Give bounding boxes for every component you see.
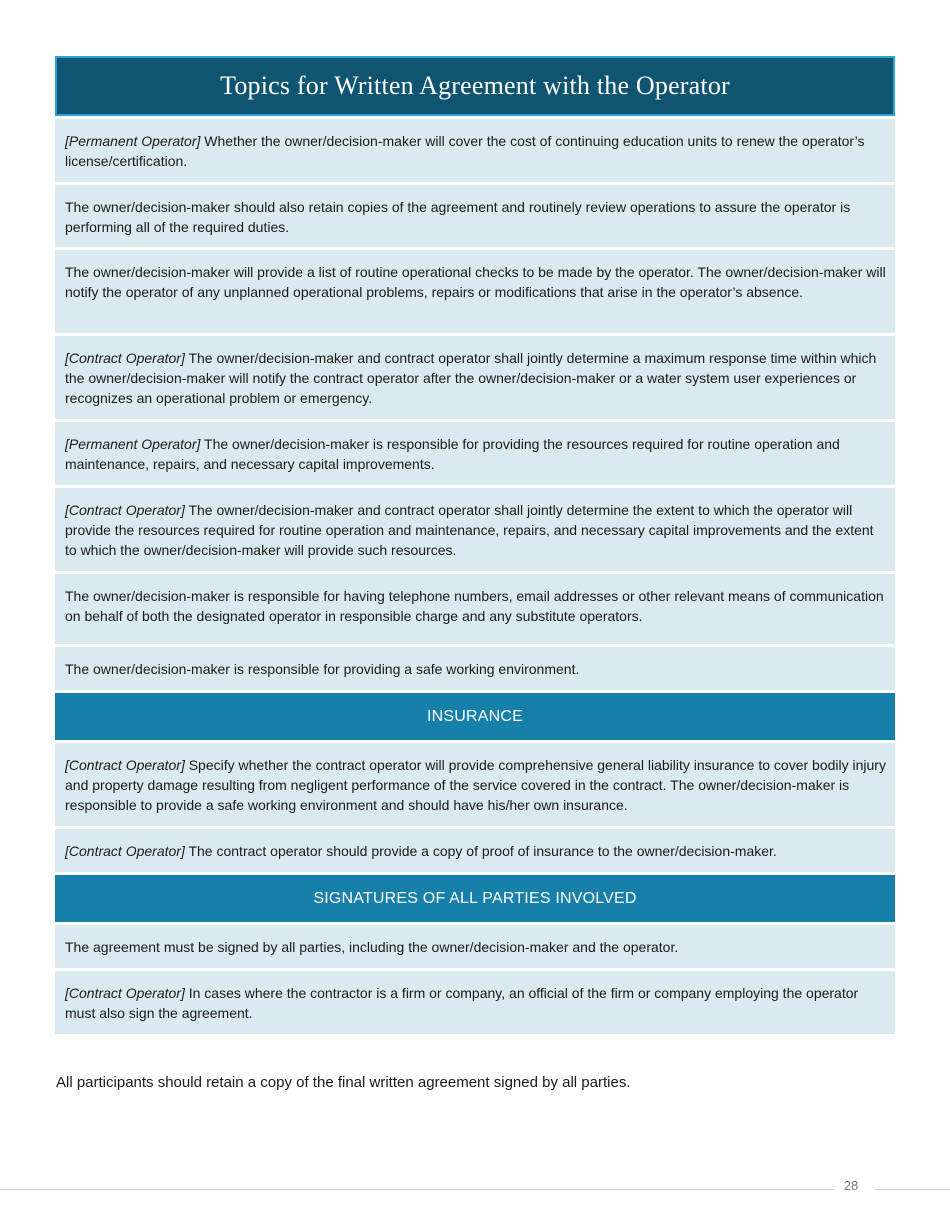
table-row [55,925,895,968]
row-text: The owner/decision-maker and contract operator shall jointly determine a maximum response time within which the owner/decision-maker will notify the contract operator after the owner/decision-maker or a water system user experiences or recognizes an operational problem or emergency. [65,350,877,406]
page-number: 28 [843,1178,859,1193]
row-text: The owner/decision-maker is responsible for providing the resources required for routine operation and maintenance, repairs, and necessary capital improvements. [65,436,840,472]
table-row [55,971,895,1034]
row-text: The contract operator should provide a copy of proof of insurance to the owner/decision-maker. [184,843,777,859]
row-text: The owner/decision-maker is responsible for having telephone numbers, email addresses or other relevant means of communication on behalf of both the designated operator in responsible charge and any substitute operators. [65,588,884,624]
signatures-section-heading: SIGNATURES OF ALL PARTIES INVOLVED [55,875,895,922]
row-text: The owner/decision-maker is responsible for providing a safe working environment. [65,661,580,677]
operator-type-tag: [Permanent Operator] [65,133,201,149]
row-text: Whether the owner/decision-maker will cover the cost of continuing education units to renew the operator’s license/certification. [65,133,865,169]
footer-divider [0,1189,835,1190]
table-row [55,488,895,571]
operator-type-tag: [Contract Operator] [65,985,185,1001]
row-text: The owner/decision-maker should also retain copies of the agreement and routinely review operations to assure the operator is performing all of the required duties. [65,199,851,235]
table-title: Topics for Written Agreement with the Operator [55,56,895,116]
agreement-topics-table [55,56,895,1034]
operator-type-tag: [Contract Operator] [65,350,185,366]
row-text: In cases where the contractor is a firm or company, an official of the firm or company employing the operator must also sign the agreement. [65,985,859,1021]
row-text: Specify whether the contract operator will provide comprehensive general liability insurance to cover bodily injury and property damage resulting from negligent performance of the service covered in the contract. The owner/decision-maker is responsible to provide a safe working environment and should have his/her own insurance. [65,757,886,813]
table-row [55,336,895,419]
operator-type-tag: [Contract Operator] [65,757,185,773]
insurance-section-heading: INSURANCE [55,693,895,740]
table-row [55,574,895,644]
row-text: The agreement must be signed by all parties, including the owner/decision-maker and the operator. [65,939,679,955]
table-row [55,185,895,247]
footer-divider [875,1189,950,1190]
table-row [55,647,895,690]
table-row [55,829,895,872]
operator-type-tag: [Contract Operator] [65,502,185,518]
table-row [55,743,895,826]
operator-type-tag: [Contract Operator] [65,843,185,859]
closing-note: All participants should retain a copy of the final written agreement signed by all parties. [56,1074,631,1091]
row-text: The owner/decision-maker will provide a list of routine operational checks to be made by the operator. The owner/decision-maker will notify the operator of any unplanned operational problems, repairs or modifications that arise in the operator’s absence. [65,264,886,300]
operator-type-tag: [Permanent Operator] [65,436,201,452]
row-text: The owner/decision-maker and contract operator shall jointly determine the extent to which the operator will provide the resources required for routine operation and maintenance, repairs, and necessary capital improvements and the extent to which the owner/decision-maker will provide such resources. [65,502,874,558]
table-row [55,250,895,333]
table-row [55,422,895,485]
table-row [55,119,895,182]
